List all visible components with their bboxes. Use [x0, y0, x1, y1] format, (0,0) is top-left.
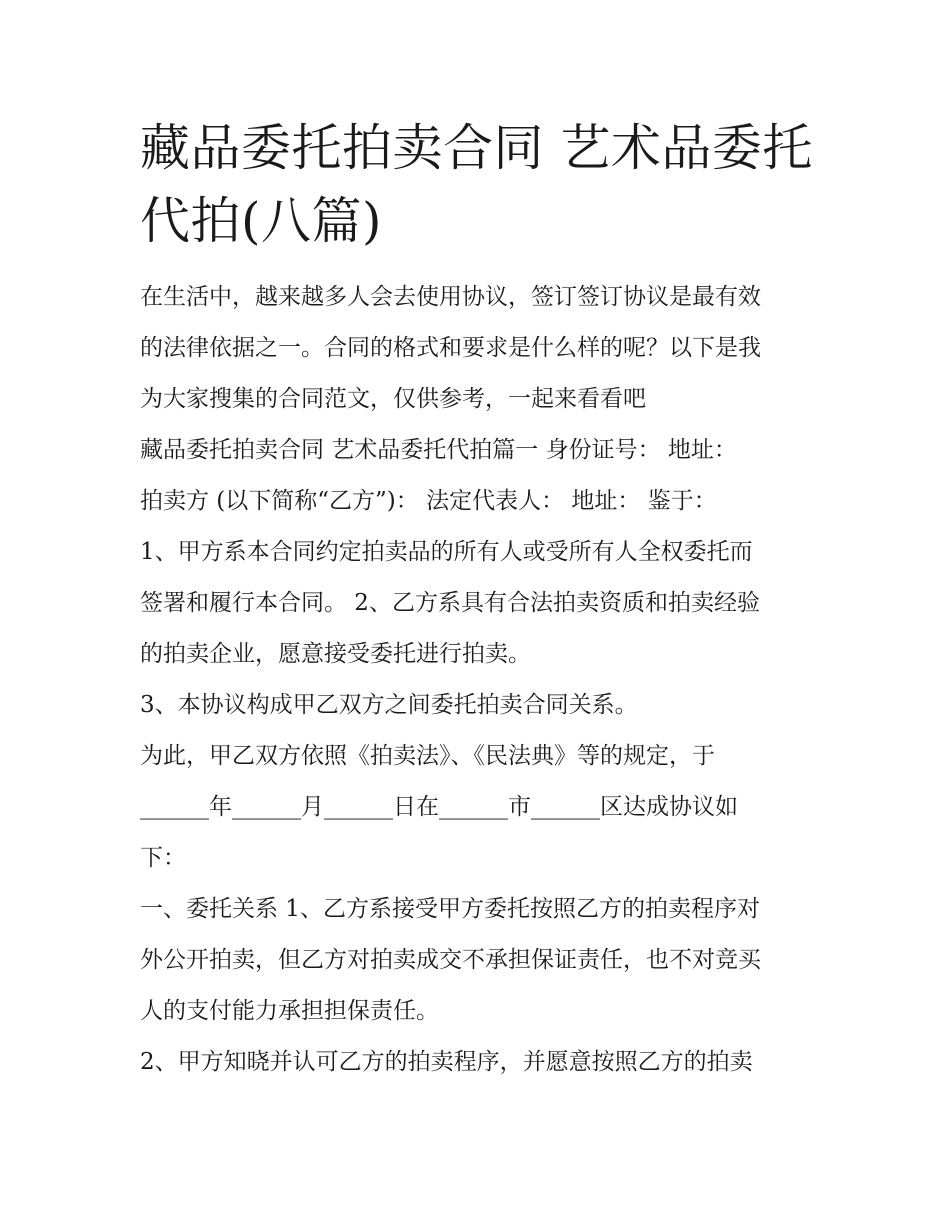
body-line-2: 的法律依据之一。合同的格式和要求是什么样的呢？以下是我	[140, 335, 761, 361]
body-line-16: 2、甲方知晓并认可乙方的拍卖程序，并愿意按照乙方的拍卖	[140, 1049, 753, 1075]
body-line-3: 为大家搜集的合同范文，仅供参考，一起来看看吧	[140, 386, 646, 412]
body-line-7: 签署和履行本合同。 2、乙方系具有合法拍卖资质和拍卖经验	[140, 590, 760, 616]
body-line-9: 3、本协议构成甲乙双方之间委托拍卖合同关系。	[140, 692, 638, 718]
body-line-8: 的拍卖企业，愿意接受委托进行拍卖。	[140, 641, 531, 667]
title-line-2: 代拍(八篇)	[140, 192, 383, 250]
body-line-4: 藏品委托拍卖合同 艺术品委托代拍篇一 身份证号： 地址：	[140, 437, 737, 463]
body-line-5: 拍卖方 (以下简称“乙方”)： 法定代表人： 地址： 鉴于：	[140, 488, 717, 514]
document-content	[140, 112, 820, 1088]
body-line-10: 为此，甲乙双方依照《拍卖法》、《民法典》等的规定，于	[140, 743, 715, 769]
body-line-14: 外公开拍卖，但乙方对拍卖成交不承担保证责任，也不对竞买	[140, 947, 761, 973]
document-title	[140, 112, 820, 258]
title-line-1: 藏品委托拍卖合同 艺术品委托	[140, 119, 813, 177]
body-line-6: 1、甲方系本合同约定拍卖品的所有人或受所有人全权委托而	[140, 539, 753, 565]
body-line-12: 下：	[140, 845, 186, 871]
body-line-15: 人的支付能力承担担保责任。	[140, 998, 439, 1024]
body-line-13: 一、委托关系 1、乙方系接受甲方委托按照乙方的拍卖程序对	[140, 896, 760, 922]
body-line-1: 在生活中，越来越多人会去使用协议，签订签订协议是最有效	[140, 284, 761, 310]
body-line-11: ______年______月______日在______市______区达成协议如	[140, 794, 738, 820]
